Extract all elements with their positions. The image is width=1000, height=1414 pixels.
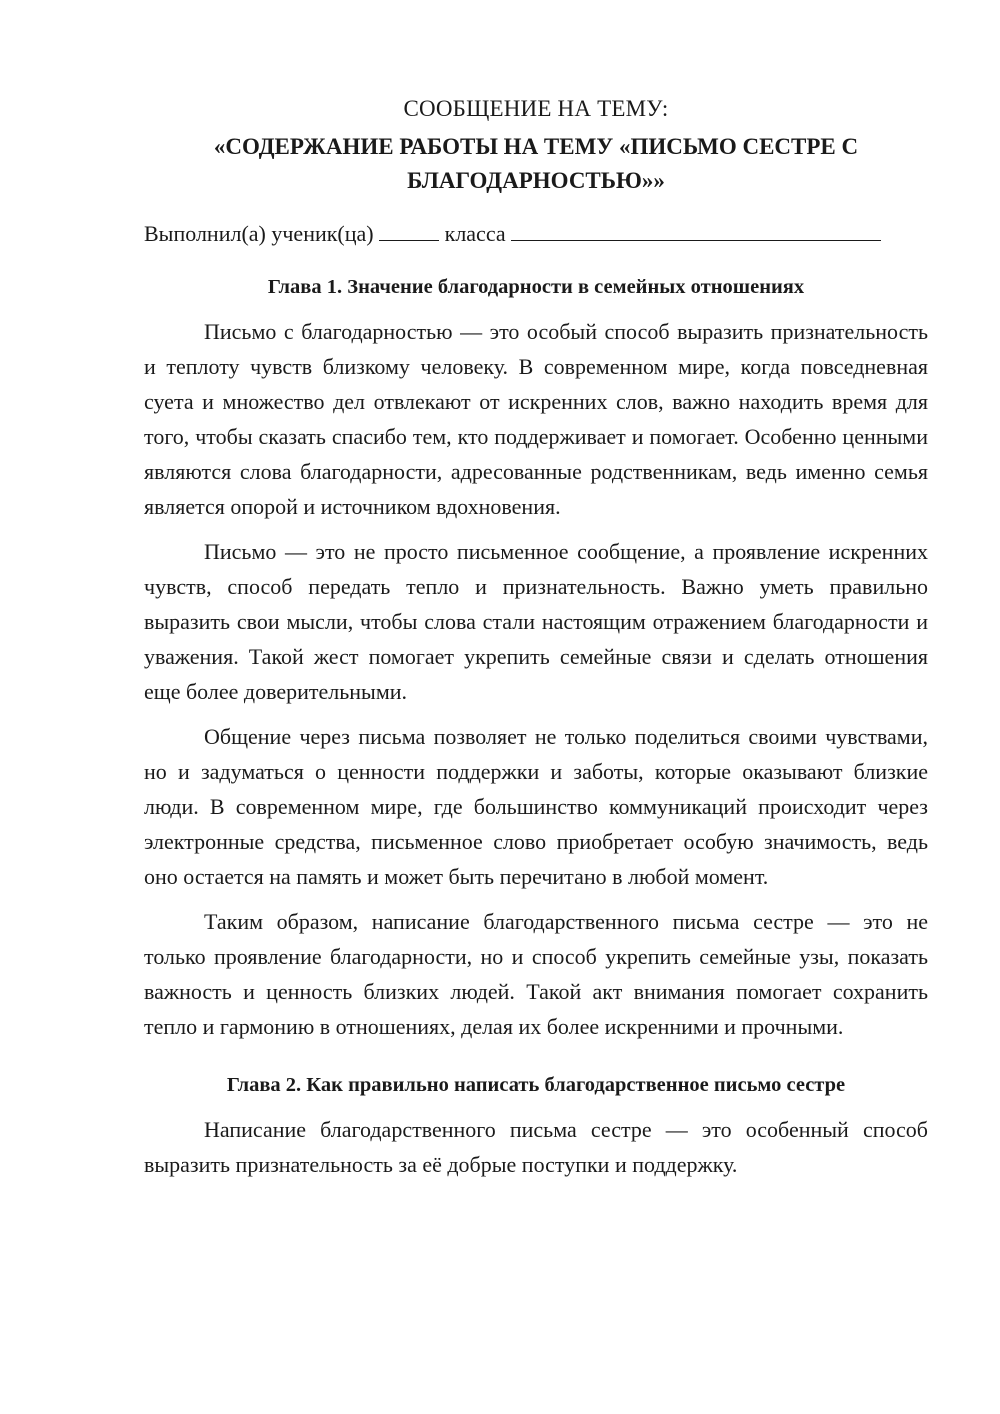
class-label: класса [444,221,506,246]
document-title: «СОДЕРЖАНИЕ РАБОТЫ НА ТЕМУ «ПИСЬМО СЕСТРЕ С БЛАГОДАРНОСТЬЮ»» [213,134,859,193]
paragraph: Написание благодарственного письма сестре — это особенный способ выразить признательность за её добрые поступки и поддержку. [144,1117,928,1177]
author-prefix: Выполнил(а) ученик(ца) [144,221,374,246]
paragraph: Письмо с благодарностью — это особый способ выразить признательность и теплоту чувств близкому человеку. В современном мире, когда повседневная суета и множество дел отвлекают от искренних слов, важно находить время для того, чтобы сказать спасибо тем, кто поддерживает и помогает. Особенно ценными являются слова благодарности, адресованные родственникам, ведь именно семья является опорой и источником вдохновения. [144,319,928,519]
name-blank [511,218,881,241]
document-page [144,92,928,1192]
paragraph: Таким образом, написание благодарственного письма сестре — это не только проявление благодарности, но и способ укрепить семейные узы, показать важность и ценность близких людей. Такой акт внимания помогает сохранить тепло и гармонию в отношениях, делая их более искренними и прочными. [144,909,928,1039]
paragraph: Общение через письма позволяет не только поделиться своими чувствами, но и задуматься о ценности поддержки и заботы, которые оказывают близкие люди. В современном мире, где большинство коммуникаций происходит через электронные средства, письменное слово приобретает особую значимость, ведь оно остается на память и может быть перечитано в любой момент. [144,724,928,889]
class-blank [379,218,439,241]
chapter-1-title: Глава 1. Значение благодарности в семейных отношениях [267,276,805,298]
paragraph: Письмо — это не просто письменное сообщение, а проявление искренних чувств, способ передать тепло и признательность. Важно уметь правильно выразить свои мысли, чтобы слова стали настоящим отражением благодарности и уважения. Такой жест помогает укрепить семейные связи и сделать отношения еще более доверительными. [144,539,928,704]
author-line [144,218,928,250]
chapter-2-title: Глава 2. Как правильно написать благодарственное письмо сестре [226,1074,846,1096]
document-heading-line-1: СООБЩЕНИЕ НА ТЕМУ: [403,96,669,121]
